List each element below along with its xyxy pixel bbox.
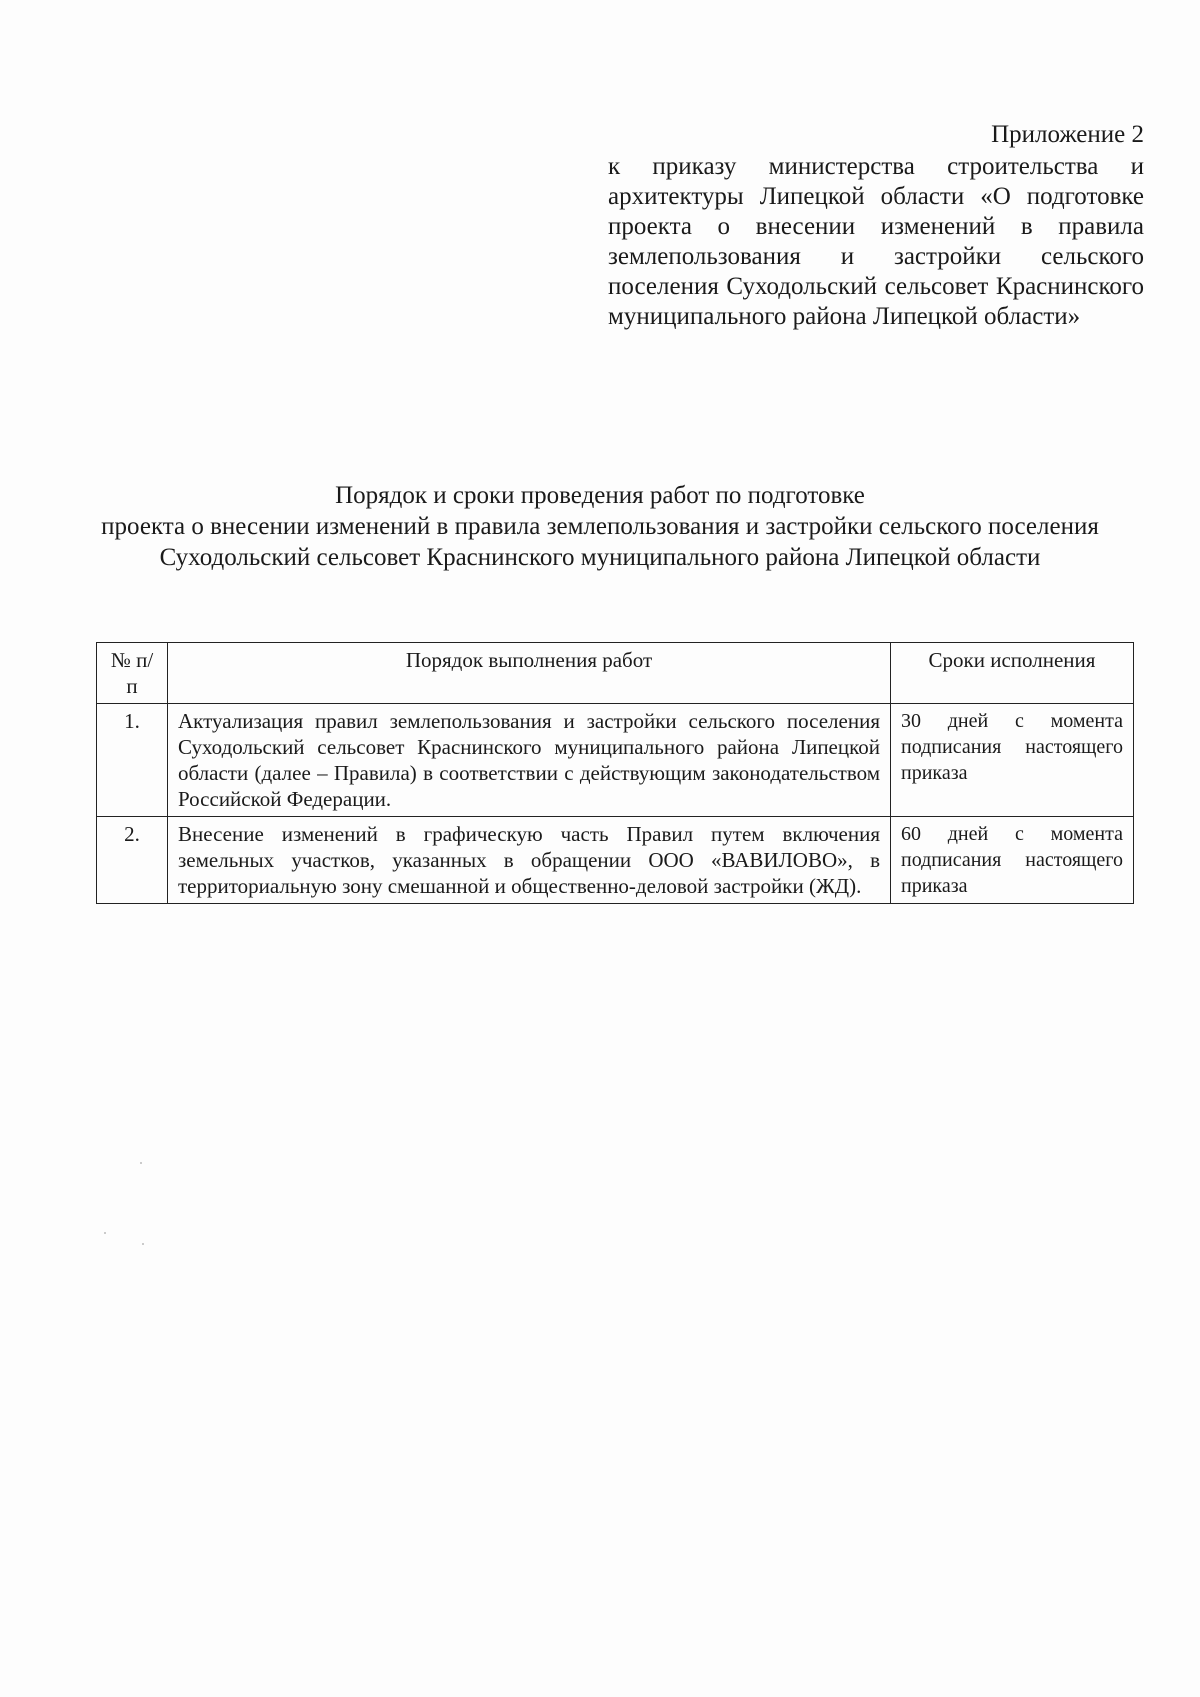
appendix-block [608, 120, 1144, 332]
row-deadline: 30 дней с момента подписания настоящего приказа [891, 704, 1134, 817]
row-work-order: Внесение изменений в графическую часть Правил путем включения земельных участков, указанных в обращении ООО «ВАВИЛОВО», в территориальную зону смешанной и общественно-деловой застройки (ЖД). [168, 817, 891, 904]
row-number: 2. [97, 817, 168, 904]
heading-line-2: проекта о внесении изменений в правила землепользования и застройки сельского поселения Суходольский сельсовет Краснинского муниципального района Липецкой области [101, 513, 1099, 571]
row-deadline: 60 дней с момента подписания настоящего приказа [891, 817, 1134, 904]
scan-speck [142, 1243, 144, 1245]
table-row [97, 704, 1134, 817]
scan-speck [104, 1232, 106, 1234]
header-work-order: Порядок выполнения работ [168, 643, 891, 704]
scan-speck [140, 1162, 142, 1164]
appendix-reference: к приказу министерства строительства и архитектуры Липецкой области «О подготовке проекта о внесении изменений в правила землепользования и застройки сельского поселения Суходольский сельсовет Краснинского муниципального района Липецкой области» [608, 153, 1144, 330]
appendix-title: Приложение 2 [991, 121, 1144, 148]
header-number: № п/п [97, 643, 168, 704]
header-deadline: Сроки исполнения [891, 643, 1134, 704]
works-schedule-table [96, 642, 1134, 904]
table-row [97, 817, 1134, 904]
table-header-row [97, 643, 1134, 704]
document-heading [80, 480, 1120, 573]
row-number: 1. [97, 704, 168, 817]
row-work-order: Актуализация правил землепользования и застройки сельского поселения Суходольский сельсовет Краснинского муниципального района Липецкой области (далее – Правила) в соответствии с действующим законодательством Российской Федерации. [168, 704, 891, 817]
heading-line-1: Порядок и сроки проведения работ по подготовке [335, 482, 865, 509]
